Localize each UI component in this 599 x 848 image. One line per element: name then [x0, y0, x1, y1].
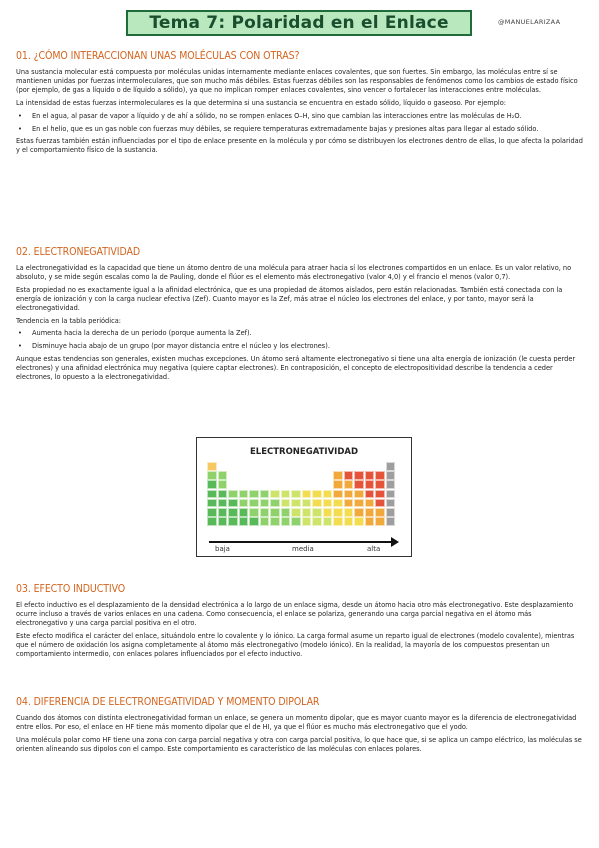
- section-3-paragraph-1: El efecto inductivo es el desplazamiento de la densidad electrónica a lo largo de un enlace sigma, desde un átomo hacia otro más electronegativo. Este desplazamiento ocurre incluso a través de varios enlaces en una cadena. Como consecuencia, el enlace se polariza, generando una carga parcial negativa en el átomo más electronegativo y una carga parcial positiva en el otro.: [16, 601, 574, 627]
- section-2-paragraph-3: Tendencia en la tabla periódica:: [16, 316, 121, 325]
- trend-label-mid: media: [292, 545, 314, 553]
- section-2-bullet-list: [16, 329, 584, 351]
- element-cell: [344, 471, 354, 480]
- element-cell: [207, 508, 217, 517]
- section-1-heading: 01. ¿CÓMO INTERACCIONAN UNAS MOLÉCULAS CON OTRAS?: [16, 50, 300, 62]
- section-2-paragraph-1: La electronegatividad es la capacidad que tiene un átomo dentro de una molécula para atraer hacia sí los electrones compartidos en un enlace. Es un valor relativo, no absoluto, y se mide según escalas como la de Pauling, donde el flúor es el elemento más electronegativo (valor 4,0) y el francio el menos (valor 0,7).: [16, 264, 572, 281]
- element-cell: [218, 480, 228, 489]
- element-cell: [249, 499, 259, 508]
- trend-arrow-line: [209, 541, 393, 543]
- element-cell: [344, 517, 354, 526]
- element-cell: [260, 499, 270, 508]
- section-4-paragraph-2: Una molécula polar como HF tiene una zona con carga parcial negativa y otra con carga parcial positiva, lo que hace que, si se aplica un campo eléctrico, las moléculas se orienten alineando sus dipolos con el campo. Este comportamiento es característico de las moléculas con enlaces polares.: [16, 735, 582, 753]
- trend-label-low: baja: [215, 545, 230, 553]
- element-cell: [312, 517, 322, 526]
- element-cell: [354, 508, 364, 517]
- element-cell: [354, 480, 364, 489]
- element-cell: [281, 508, 291, 517]
- element-cell: [375, 517, 385, 526]
- element-cell: [323, 499, 333, 508]
- element-cell: [386, 490, 396, 499]
- element-cell: [386, 462, 396, 471]
- element-cell: [239, 490, 249, 499]
- element-cell: [249, 517, 259, 526]
- element-cell: [218, 499, 228, 508]
- section-1-bullet-list: [16, 112, 584, 134]
- element-cell: [291, 508, 301, 517]
- element-cell: [365, 499, 375, 508]
- element-cell: [333, 517, 343, 526]
- element-cell: [291, 490, 301, 499]
- element-cell: [291, 517, 301, 526]
- element-cell: [260, 517, 270, 526]
- element-cell: [218, 508, 228, 517]
- list-item: • En el agua, al pasar de vapor a líquido y de ahí a sólido, no se rompen enlaces O–H, sino que cambian las interacciones entre las moléculas de H₂O.: [16, 112, 584, 121]
- element-cell: [365, 480, 375, 489]
- element-cell: [218, 471, 228, 480]
- arrow-right-icon: [391, 537, 399, 547]
- element-cell: [249, 508, 259, 517]
- element-cell: [239, 517, 249, 526]
- element-cell: [270, 490, 280, 499]
- element-cell: [260, 508, 270, 517]
- element-cell: [228, 490, 238, 499]
- element-cell: [281, 499, 291, 508]
- element-cell: [333, 508, 343, 517]
- section-1-paragraph-2: La intensidad de estas fuerzas intermoleculares es la que determina si una sustancia se encuentra en estado sólido, líquido o gaseoso. Por ejemplo:: [16, 98, 506, 107]
- element-cell: [312, 499, 322, 508]
- element-cell: [207, 462, 217, 471]
- element-cell: [302, 499, 312, 508]
- section-4: [16, 696, 584, 758]
- element-cell: [344, 480, 354, 489]
- section-3-paragraph-2: Este efecto modifica el carácter del enlace, situándolo entre lo covalente y lo iónico. La carga formal asume un reparto igual de electrones (modelo covalente), mientras que el número de oxidación los asigna completamente al átomo más electronegativo (modelo iónico). En la realidad, la mayoría de los compuestos presentan un comportamiento intermedio, con enlaces polares influenciados por el efecto inductivo.: [16, 631, 575, 658]
- list-item: • Disminuye hacia abajo de un grupo (por mayor distancia entre el núcleo y los electrones).: [16, 342, 584, 351]
- list-item: • Aumenta hacia la derecha de un periodo (porque aumenta la Zef).: [16, 329, 584, 338]
- element-cell: [333, 480, 343, 489]
- element-cell: [375, 508, 385, 517]
- element-cell: [354, 490, 364, 499]
- element-cell: [218, 490, 228, 499]
- element-cell: [239, 508, 249, 517]
- element-cell: [302, 517, 312, 526]
- element-cell: [260, 490, 270, 499]
- element-cell: [333, 499, 343, 508]
- section-2-heading: 02. ELECTRONEGATIVIDAD: [16, 246, 140, 258]
- element-cell: [207, 471, 217, 480]
- section-1: [16, 50, 584, 159]
- element-cell: [354, 499, 364, 508]
- element-cell: [386, 480, 396, 489]
- element-cell: [312, 508, 322, 517]
- element-cell: [333, 490, 343, 499]
- element-cell: [386, 471, 396, 480]
- title-banner: [126, 10, 472, 36]
- element-cell: [312, 490, 322, 499]
- element-cell: [386, 517, 396, 526]
- periodic-table-grid: [207, 462, 403, 538]
- page-title: Tema 7: Polaridad en el Enlace: [149, 13, 449, 33]
- section-2-paragraph-2: Esta propiedad no es exactamente igual a la afinidad electrónica, que es una propiedad de átomos aislados, pero están relacionadas. También está conectada con la energía de ionización y con la carga nuclear efectiva (Zef). Cuanto mayor es la Zef, más atrae el núcleo los electrones del enlace, y por tanto, mayor será la electronegatividad.: [16, 285, 563, 312]
- element-cell: [218, 517, 228, 526]
- element-cell: [207, 517, 217, 526]
- element-cell: [281, 490, 291, 499]
- section-2-paragraph-4: Aunque estas tendencias son generales, existen muchas excepciones. Un átomo será altamente electronegativo si tiene una alta energía de ionización (le cuesta perder electrones) y una afinidad electrónica muy negativa (quiere captar electrones). En contraposición, el concepto de electropositividad describe la tendencia a ceder electrones, lo opuesto a la electronegatividad.: [16, 355, 576, 382]
- list-item: • En el helio, que es un gas noble con fuerzas muy débiles, se requiere temperaturas extremadamente bajas y presiones altas para llegar al estado sólido.: [16, 125, 584, 134]
- electronegativity-periodic-table-figure: [196, 437, 412, 557]
- element-cell: [270, 499, 280, 508]
- author-handle: @MANUELARIZAA: [498, 18, 561, 26]
- element-cell: [249, 490, 259, 499]
- section-1-paragraph-3: Estas fuerzas también están influenciadas por el tipo de enlace presente en la molécula y por cómo se distribuyen los electrones dentro de ellas, lo que afecta la polaridad y el comportamiento físico de la sustancia.: [16, 137, 583, 155]
- element-cell: [344, 499, 354, 508]
- element-cell: [291, 499, 301, 508]
- trend-label-high: alta: [367, 545, 381, 553]
- element-cell: [270, 508, 280, 517]
- section-3: [16, 583, 584, 662]
- section-4-paragraph-1: Cuando dos átomos con distinta electronegatividad forman un enlace, se genera un momento dipolar, que es mayor cuanto mayor es la diferencia de electronegatividad entre ellos. Por eso, el enlace en HF tiene más momento dipolar que el de HI, ya que el flúor es mucho más electronegativo que el yodo.: [16, 714, 577, 731]
- element-cell: [228, 508, 238, 517]
- element-cell: [365, 517, 375, 526]
- section-3-heading: 03. EFECTO INDUCTIVO: [16, 583, 126, 595]
- element-cell: [386, 508, 396, 517]
- element-cell: [375, 480, 385, 489]
- element-cell: [344, 490, 354, 499]
- element-cell: [375, 499, 385, 508]
- element-cell: [270, 517, 280, 526]
- element-cell: [344, 508, 354, 517]
- element-cell: [228, 499, 238, 508]
- element-cell: [228, 517, 238, 526]
- element-cell: [239, 499, 249, 508]
- element-cell: [323, 508, 333, 517]
- element-cell: [323, 490, 333, 499]
- element-cell: [375, 490, 385, 499]
- element-cell: [375, 471, 385, 480]
- element-cell: [281, 517, 291, 526]
- element-cell: [323, 517, 333, 526]
- element-cell: [333, 471, 343, 480]
- element-cell: [302, 508, 312, 517]
- figure-title: ELECTRONEGATIVIDAD: [249, 447, 359, 457]
- section-4-heading: 04. DIFERENCIA DE ELECTRONEGATIVIDAD Y MOMENTO DIPOLAR: [16, 696, 320, 708]
- element-cell: [365, 471, 375, 480]
- element-cell: [354, 517, 364, 526]
- element-cell: [365, 490, 375, 499]
- element-cell: [207, 499, 217, 508]
- element-cell: [207, 490, 217, 499]
- element-cell: [386, 499, 396, 508]
- element-cell: [207, 480, 217, 489]
- element-cell: [354, 471, 364, 480]
- section-1-paragraph-1: Una sustancia molecular está compuesta por moléculas unidas internamente mediante enlaces covalentes, que son fuertes. Sin embargo, las moléculas entre sí se mantienen unidas por fuerzas intermoleculares, que son mucho más débiles. Estas fuerzas débiles son las responsables de fenómenos como los cambios de estado físico (por ejemplo, de gas a líquido o de líquido a sólido), ya que no implican romper enlaces covalentes, sino vencer o fortalecer las interacciones entre moléculas.: [16, 68, 578, 94]
- element-cell: [365, 508, 375, 517]
- section-2: [16, 246, 584, 386]
- element-cell: [302, 490, 312, 499]
